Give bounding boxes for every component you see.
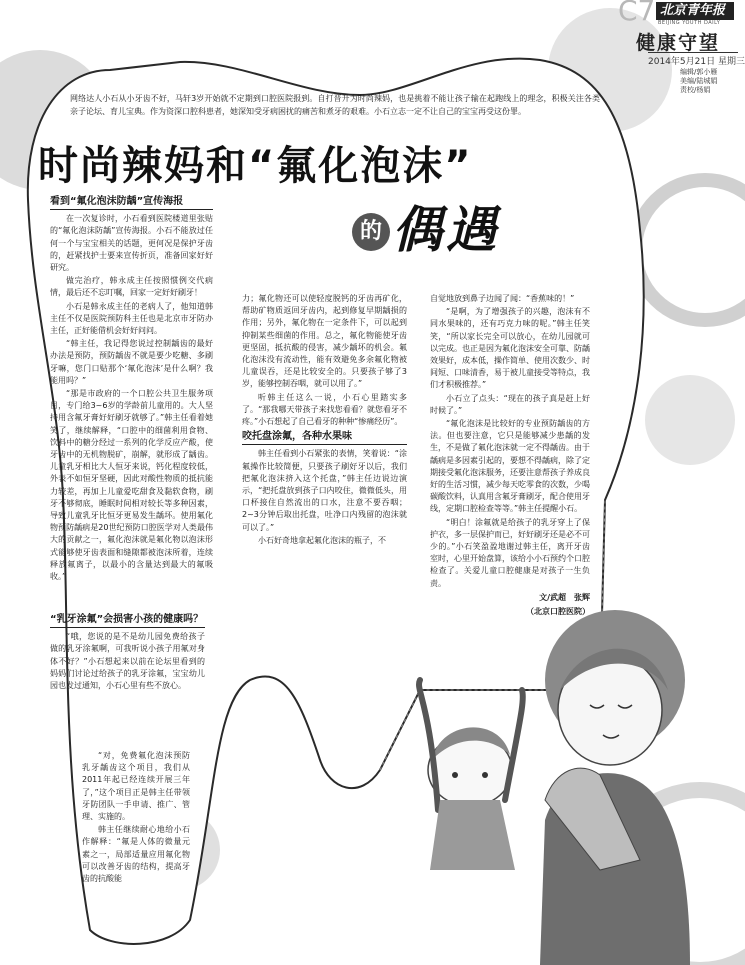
paper-name: 北京青年报 (656, 2, 734, 20)
paragraph: 韩主任看到小石紧张的表情，笑着说：“涂氟操作比较简便，只要孩子刷好牙以后，我们把氟化泡沫挤入这个托盘，”韩主任边说边演示，“把托盘放到孩子口内咬住，微微低头，用口杯接住自然流出的口水，注意不要吞咽；2~3分钟后取出托盘，吐净口内残留的泡沫就可以了。” (242, 449, 407, 532)
credit-proofreader: 责校/杨娟 (680, 86, 711, 94)
article-column-1 (50, 193, 213, 584)
paragraph: “对，免费氟化泡沫预防乳牙龋齿这个项目，我们从2011年起已经连续开展三年了，”这个项目正是韩主任带领牙防团队一手申请、推广、管理、实施的。 (82, 751, 190, 822)
page-number: C7 (618, 0, 656, 27)
credit-editor: 编辑/郭小雁 (680, 68, 718, 76)
paragraph: 在一次复诊时，小石看到医院楼道里张贴的“氟化泡沫防龋”宣传海报。小石不能放过任何一个与宝宝相关的话题，更何况是保护牙齿的，赶紧找护士要来宣传折页，准备回家好好研究。 (50, 214, 213, 273)
paragraph: “是啊，为了增强孩子的兴趣，泡沫有不同水果味的，还有巧克力味的呢。”韩主任笑笑，“所以家长完全可以放心，在幼儿园就可以完成。也正是因为氟化泡沫安全可靠、防龋效果好，成本低，操作简单、使用次数少、时间短、口味清香，易于被儿童接受等特点，我们才积极推荐。” (430, 307, 590, 390)
section-heading-fluoride-safety: “乳牙涂氟”会损害小孩的健康吗？ (50, 614, 205, 628)
paragraph: “氟化泡沫是比较好的专业预防龋齿的方法。但也要注意，它只是能够减少患龋的发生，不是做了氟化泡沫就一定不得龋齿。由于龋病是多因素引起的，要想不得龋病，除了定期接受氟化泡沫服务，还要注意帮孩子养成良好的生活习惯，减少每天吃零食的次数，少喝碳酸饮料，认真用含氟牙膏刷牙，配合使用牙线，定期口腔检查等等。”韩主任提醒小石。 (430, 419, 590, 514)
section-title: 健康守望 (636, 32, 721, 54)
paragraph: 听韩主任这么一说，小石心里踏实多了。“那我哪天带孩子来找您看看？就您看牙不疼。”小石想起了自己看牙的种种“惨痛经历”。 (242, 392, 407, 427)
paragraph: 小石是韩永成主任的老病人了，他知道韩主任不仅是医院预防科主任也是北京市牙防办主任，正好能借机会好好问问。 (50, 301, 213, 336)
paragraph: “哦，您说的是不是幼儿园免费给孩子做的乳牙涂氟啊，可我听说小孩子用氟对身体不好？”小石想起来以前在论坛里看到的妈妈们讨论过给孩子的乳牙涂氟，宝宝幼儿园也发过通知，小石心里有些不放心。 (50, 632, 205, 691)
subtitle-de-badge: 的 (352, 213, 390, 251)
issue-date: 2014年5月21日 星期三 (648, 52, 738, 67)
masthead (608, 0, 745, 78)
child-arm-left (419, 680, 438, 810)
child-arm-right (505, 690, 523, 800)
child-eye-left (452, 772, 458, 778)
paragraph: 小石好奇地拿起氟化泡沫的瓶子，不 (258, 535, 386, 545)
section-heading-tray: 咬托盘涂氟，各种水果味 (242, 431, 407, 445)
paper-name-en: BEIJING YOUTH DAILY (658, 20, 721, 26)
paragraph: 自觉地放到鼻子边闻了闻：“香蕉味的！” (430, 294, 575, 303)
article-headline: 时尚辣妈和“氟化泡沫” (38, 143, 473, 189)
paragraph: 力；氟化物还可以使轻度脱钙的牙齿再矿化，帮助矿物质返回牙齿内，起到修复早期龋损的作用；另外，氟化物在一定条件下，可以起到抑制某些细菌的作用。总之，氟化物能使牙齿更坚固，抵抗酸的侵害，减少龋坏的机会。氟化泡沫没有流动性，能有效避免多余氟化物被儿童误吞，还是比较安全的。只要孩子够了3岁，能够控制吞咽，就可以用了。” (242, 294, 407, 389)
byline-organization: （北京口腔医院） (526, 607, 590, 617)
article-column-3 (430, 293, 590, 618)
paragraph: “那是市政府的一个口腔公共卫生服务项目，专门给3~6岁的学龄前儿童用的。大人坚持用含氟牙膏好好刷牙就够了。”韩主任看着她笑了，继续解释，“口腔中的细菌利用食物、饮料中的糖分经过一系列的化学反应产酸，使牙齿中的无机物脱矿，崩解，就形成了龋齿。儿童乳牙相比大人恒牙来说，钙化程度较低，外表不如恒牙坚硬，因此对酸性物质的抵抗能力较差，再加上儿童爱吃甜食及黏软食物，刷牙不够彻底，睡眠时间相对较长等多种因素，导致儿童乳牙比恒牙更易发生龋坏。使用氟化物预防龋病是20世纪预防口腔医学对人类最伟大的贡献之一，氟化泡沫就是氟化物以泡沫形式能够使牙齿表面和缝隙都被泡沫所着，连续释放氟离子，以最小的含量达到最大的氟吸收。” (50, 389, 213, 582)
subtitle-ouyu: 偶遇 (392, 200, 500, 259)
byline: 文/武超 张辉 (539, 592, 590, 602)
paragraph: 做完治疗，韩永成主任按照惯例交代病情，最后还不忘叮嘱，回家一定好好刷牙！ (50, 276, 213, 298)
article-column-4-continued (82, 750, 190, 886)
editor-credits (680, 68, 717, 95)
mother-illustration (540, 610, 690, 965)
child-eye-right (482, 772, 488, 778)
paragraph: “韩主任，我记得您说过控制龋齿的最好办法是预防，预防龋齿不就是要少吃糖、多刷牙嘛，您门口贴那个‘氟化泡沫’是什么啊？我能用吗？” (50, 339, 213, 385)
paragraph: 韩主任继续耐心地给小石作解释：“氟是人体的微量元素之一，局部适量应用氟化物可以改善牙齿的结构，提高牙齿的抗酸能 (82, 825, 190, 884)
article-intro: 网络达人小石从小牙齿不好，马轩3岁开始就不定期到口腔医院报到。自打晋升为时尚辣妈，也是挑着不能让孩子输在起跑线上的理念，积极关注各类亲子论坛、育儿宝典。作为资深口腔科患者，她深知受牙病困扰的痛苦和煮牙的艰难。小石立志一定不让自己的宝宝再受这份罪。 (70, 94, 600, 116)
credit-designer: 美编/陆城娟 (680, 77, 718, 85)
decor-ring-right (635, 180, 745, 320)
article-column-2 (242, 293, 407, 548)
article-column-4 (50, 611, 205, 693)
paragraph: “明白！涂氟就是给孩子的乳牙穿上了保护衣，多一层保护而已，好好刷牙还是必不可少的。”小石笑盈盈地谢过韩主任，离开牙齿室时，心里开始盘算，该给小小石预约个口腔检查了。关爱儿童口腔健康是对孩子一生负责。 (430, 517, 590, 588)
section-heading-poster: 看到“氟化泡沫防龋”宣传海报 (50, 196, 213, 210)
child-shirt (430, 800, 515, 870)
decor-circle-right (645, 375, 735, 465)
paragraph: 小石立了点头：“现在的孩子真是赶上好时候了。” (430, 393, 590, 415)
child-illustration (419, 680, 523, 870)
